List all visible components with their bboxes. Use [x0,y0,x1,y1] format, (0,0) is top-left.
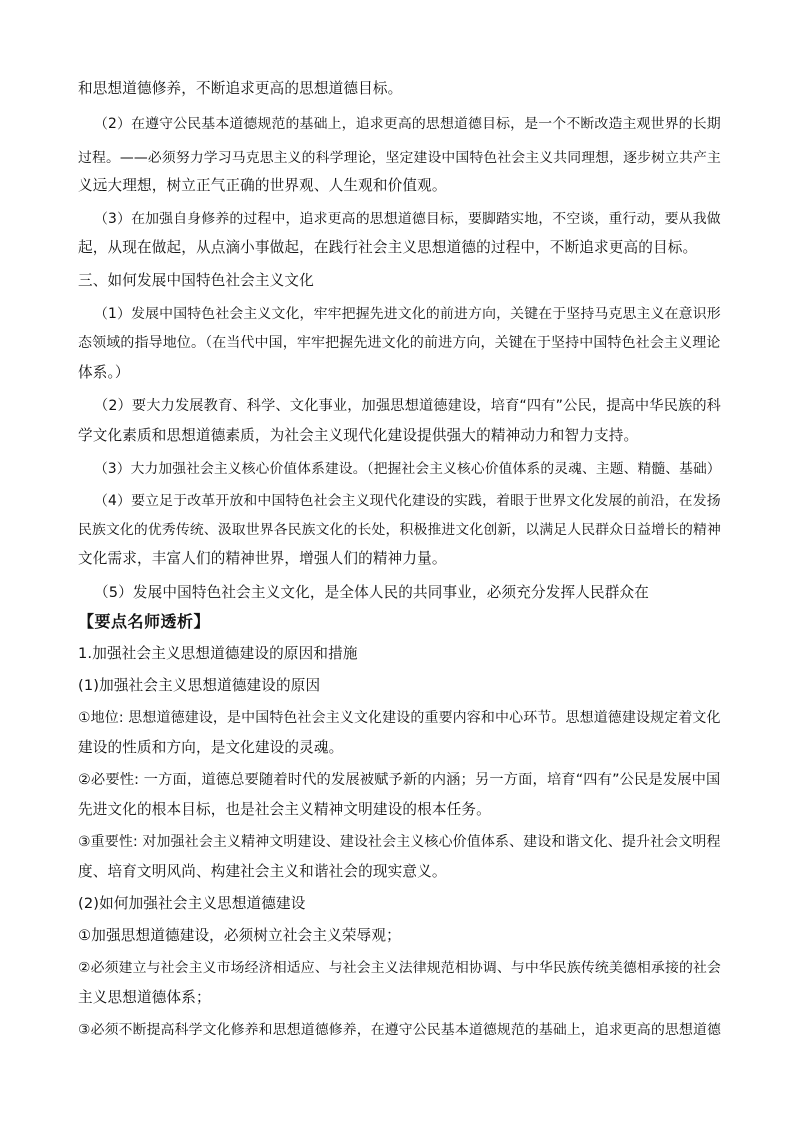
text-line: （3）大力加强社会主义核心价值体系建设。（把握社会主义核心价值体系的灵魂、主题、精髓、基础） [94,461,721,477]
text-line: ②必须建立与社会主义市场经济相适应、与社会主义法律规范相协调、与中华民族传统美德相承接的社会 [78,960,721,976]
text-line: 先进文化的根本目标，也是社会主义精神文明建设的根本任务。 [78,801,491,818]
text-line: 态领域的指导地位。（在当代中国，牢牢把握先进文化的前进方向，关键在于坚持中国特色社会主义理论 [78,335,721,351]
text-line: ①地位: 思想道德建设，是中国特色社会主义文化建设的重要内容和中心环节。思想道德建设规定着文化 [78,710,721,726]
text-line: （1）发展中国特色社会主义文化，牢牢把握先进文化的前进方向，关键在于坚持马克思主义在意识形 [94,306,721,322]
text-line: 和思想道德修养，不断追求更高的思想道德目标。 [78,80,403,97]
text-line: （2）要大力发展教育、科学、文化事业，加强思想道德建设，培育“四有”公民，提高中华民族的科 [94,398,722,414]
text-line: ③重要性: 对加强社会主义精神文明建设、建设社会主义核心价值体系、建设和谐文化、提升社会文明程 [78,834,721,850]
text-line: （4）要立足于改革开放和中国特色社会主义现代化建设的实践，着眼于世界文化发展的前沿，在发扬 [94,493,721,509]
text-line: 体系。） [78,364,130,381]
text-line: (2)如何加强社会主义思想道德建设 [78,895,306,912]
text-line: 建设的性质和方向，是文化建设的灵魂。 [78,739,344,756]
section-heading: 三、如何发展中国特色社会主义文化 [78,272,314,289]
text-line: （5）发展中国特色社会主义文化，是全体人民的共同事业，必须充分发挥人民群众在 [94,584,649,601]
text-line: 过程。——必须努力学习马克思主义的科学理论，坚定建设中国特色社会主义共同理想，逐步树立共产主 [78,150,721,166]
text-line: （2）在遵守公民基本道德规范的基础上，追求更高的思想道德目标，是一个不断改造主观世界的长期 [94,116,721,132]
section-heading: 【要点名师透析】 [78,612,211,631]
text-line: (1)加强社会主义思想道德建设的原因 [78,677,321,694]
text-line: 民族文化的优秀传统、汲取世界各民族文化的长处，积极推进文化创新，以满足人民群众日益增长的精神 [78,522,721,538]
text-line: 学文化素质和思想道德素质，为社会主义现代化建设提供强大的精神动力和智力支持。 [78,427,639,444]
text-line: 起，从现在做起，从点滴小事做起，在践行社会主义思想道德的过程中，不断追求更高的目标。 [78,239,698,256]
text-line: （3）在加强自身修养的过程中，追求更高的思想道德目标，要脚踏实地，不空谈，重行动，要从我做 [94,211,721,227]
text-line: ①加强思想道德建设，必须树立社会主义荣辱观； [78,927,401,944]
text-line: 文化需求，丰富人们的精神世界，增强人们的精神力量。 [78,550,447,567]
text-line: 1.加强社会主义思想道德建设的原因和措施 [78,645,358,662]
text-line: 义远大理想，树立正气正确的世界观、人生观和价值观。 [78,177,447,194]
text-line: ③必须不断提高科学文化修养和思想道德修养，在遵守公民基本道德规范的基础上，追求更高的思想道德 [78,1022,721,1038]
text-line: 主义思想道德体系； [78,989,211,1006]
text-line: 度、培育文明风尚、构建社会主义和谐社会的现实意义。 [78,863,447,880]
text-line: ②必要性: 一方面，道德总要随着时代的发展被赋予新的内涵；另一方面，培育“四有”公民是发展中国 [78,772,721,788]
